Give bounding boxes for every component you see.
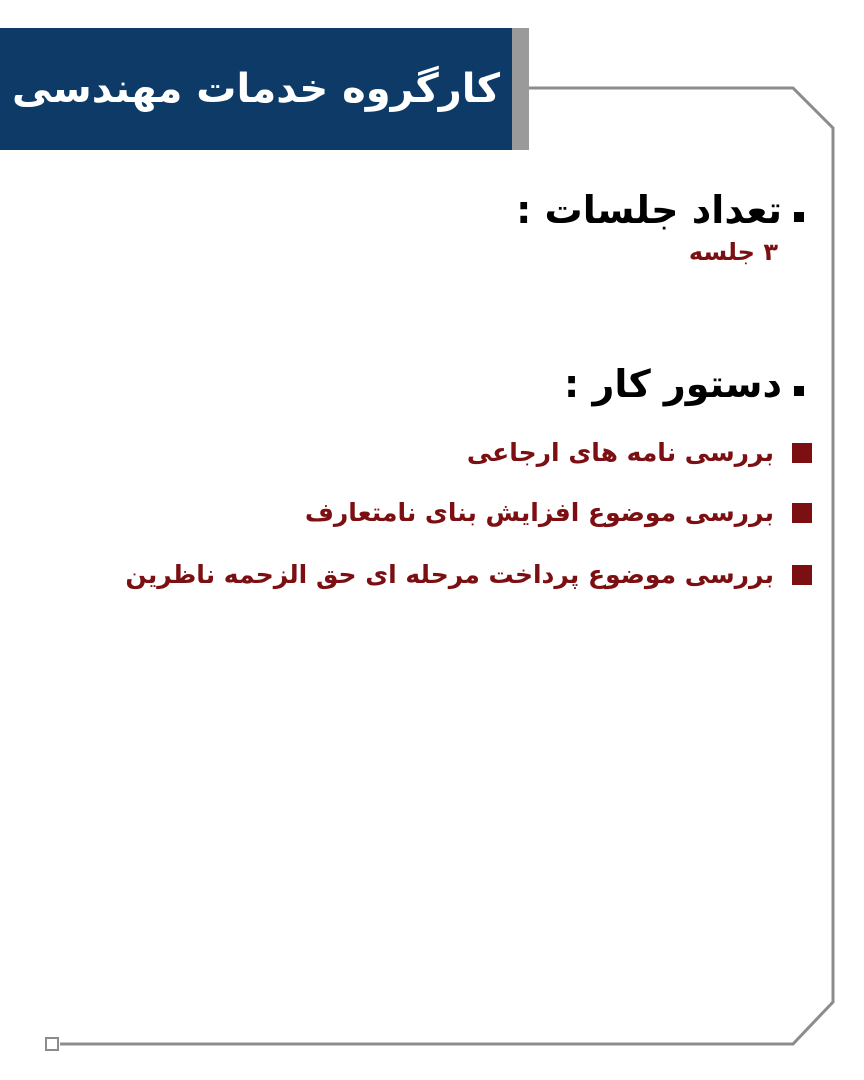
sessions-heading: تعداد جلسات : bbox=[516, 188, 782, 232]
agenda-item-text: بررسی موضوع افزایش بنای نامتعارف bbox=[304, 498, 774, 527]
title-accent-stripe bbox=[512, 28, 529, 150]
bullet-icon bbox=[794, 386, 804, 396]
sessions-count: ۳ جلسه bbox=[688, 238, 778, 266]
agenda-item bbox=[305, 498, 812, 527]
agenda-section bbox=[564, 362, 804, 406]
sessions-heading-row bbox=[516, 188, 804, 232]
bullet-icon bbox=[794, 212, 804, 222]
frame-end-marker bbox=[46, 1038, 58, 1050]
sessions-section bbox=[516, 188, 804, 266]
agenda-heading-row bbox=[564, 362, 804, 406]
slide-title: کارگروه خدمات مهندسی bbox=[11, 66, 501, 112]
square-bullet-icon bbox=[792, 565, 812, 585]
agenda-item bbox=[125, 560, 812, 589]
agenda-item-text: بررسی موضوع پرداخت مرحله ای حق الزحمه ناظرین bbox=[125, 560, 774, 589]
agenda-item bbox=[467, 438, 812, 467]
square-bullet-icon bbox=[792, 443, 812, 463]
agenda-heading: دستور کار : bbox=[564, 362, 782, 406]
square-bullet-icon bbox=[792, 503, 812, 523]
agenda-item-text: بررسی نامه های ارجاعی bbox=[466, 438, 774, 467]
